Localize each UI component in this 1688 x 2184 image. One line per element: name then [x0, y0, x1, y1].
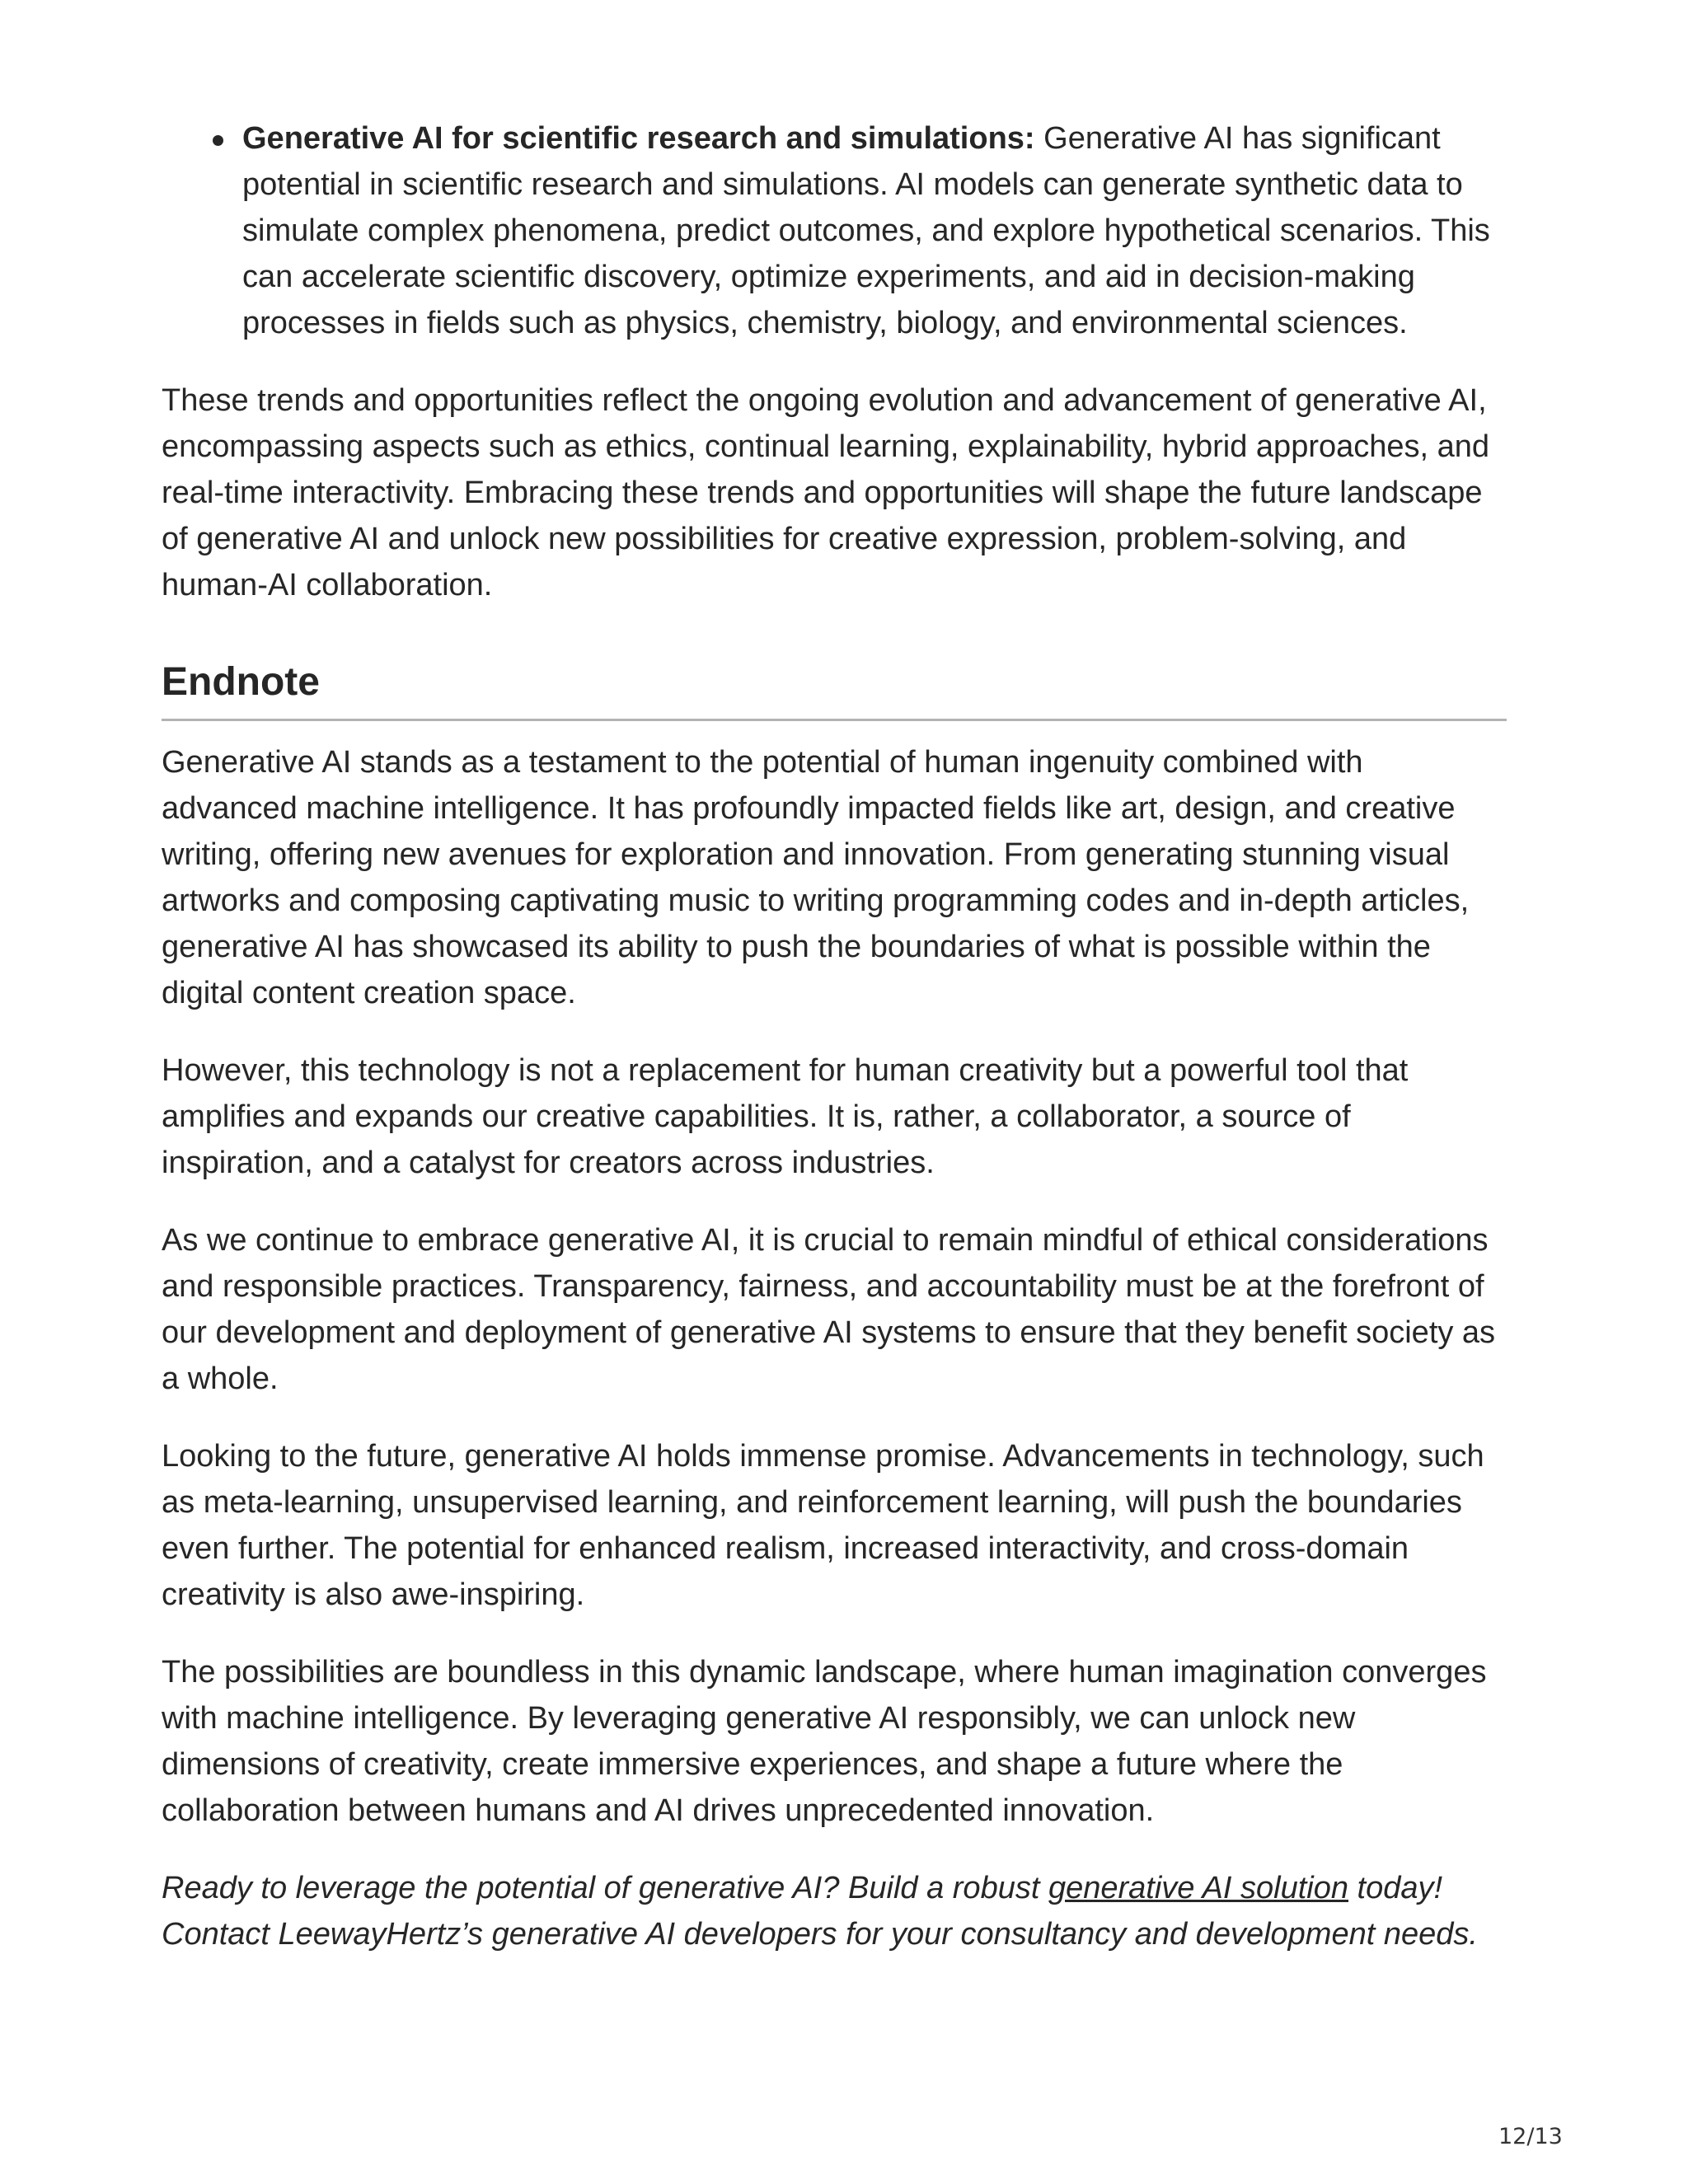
cta-text-after: today! Contact LeewayHertz’s generative AI developers for your consultancy and development needs.: [162, 1871, 1478, 1952]
generative-ai-solution-link[interactable]: generative AI solution: [1048, 1871, 1348, 1905]
endnote-heading: Endnote: [162, 658, 1507, 721]
bullet-dot: [213, 135, 223, 146]
page-number: 12/13: [1498, 2124, 1563, 2149]
bullet-text: Generative AI has significant potential in scientific research and simulations. AI models can generate synthetic data to simulate complex phenomena, predict outcomes, and explore hypothetical scenarios. This can accelerate scientific discovery, optimize experiments, and aid in decision-making processes in fields such as physics, chemistry, biology, and environmental sciences.: [242, 121, 1490, 340]
intro-paragraph: These trends and opportunities reflect the ongoing evolution and advancement of generative AI, encompassing aspects such as ethics, continual learning, explainability, hybrid approaches, and real-time interactivity. Embracing these trends and opportunities will shape the future landscape of generative AI and unlock new possibilities for creative expression, problem-solving, and human-AI collaboration.: [162, 383, 1490, 602]
list-item: [242, 115, 1507, 346]
bullet-list: [162, 115, 1507, 346]
endnote-paragraph-5: The possibilities are boundless in this dynamic landscape, where human imagination converges with machine intelligence. By leveraging generative AI responsibly, we can unlock new dimensions of creativity, create immersive experiences, and shape a future where the collaboration between humans and AI drives unprecedented innovation.: [162, 1655, 1487, 1828]
endnote-paragraph-3: As we continue to embrace generative AI, it is crucial to remain mindful of ethical considerations and responsible practices. Transparency, fairness, and accountability must be at the forefront of our development and deployment of generative AI systems to ensure that they benefit society as a whole.: [162, 1223, 1496, 1396]
cta-text-before: Ready to leverage the potential of generative AI? Build a robust: [162, 1871, 1048, 1905]
document-page: [162, 115, 1507, 1957]
endnote-paragraph-1: Generative AI stands as a testament to the potential of human ingenuity combined with advanced machine intelligence. It has profoundly impacted fields like art, design, and creative writing, offering new avenues for exploration and innovation. From generating stunning visual artworks and composing captivating music to writing programming codes and in-depth articles, generative AI has showcased its ability to push the boundaries of what is possible within the digital content creation space.: [162, 745, 1470, 1010]
call-to-action: [162, 1865, 1507, 1957]
bullet-title: Generative AI for scientific research and simulations:: [242, 121, 1035, 156]
endnote-paragraph-4: Looking to the future, generative AI holds immense promise. Advancements in technology, such as meta-learning, unsupervised learning, and reinforcement learning, will push the boundaries even further. The potential for enhanced realism, increased interactivity, and cross-domain creativity is also awe-inspiring.: [162, 1439, 1484, 1612]
endnote-paragraph-2: However, this technology is not a replacement for human creativity but a powerful tool that amplifies and expands our creative capabilities. It is, rather, a collaborator, a source of inspiration, and a catalyst for creators across industries.: [162, 1053, 1409, 1180]
